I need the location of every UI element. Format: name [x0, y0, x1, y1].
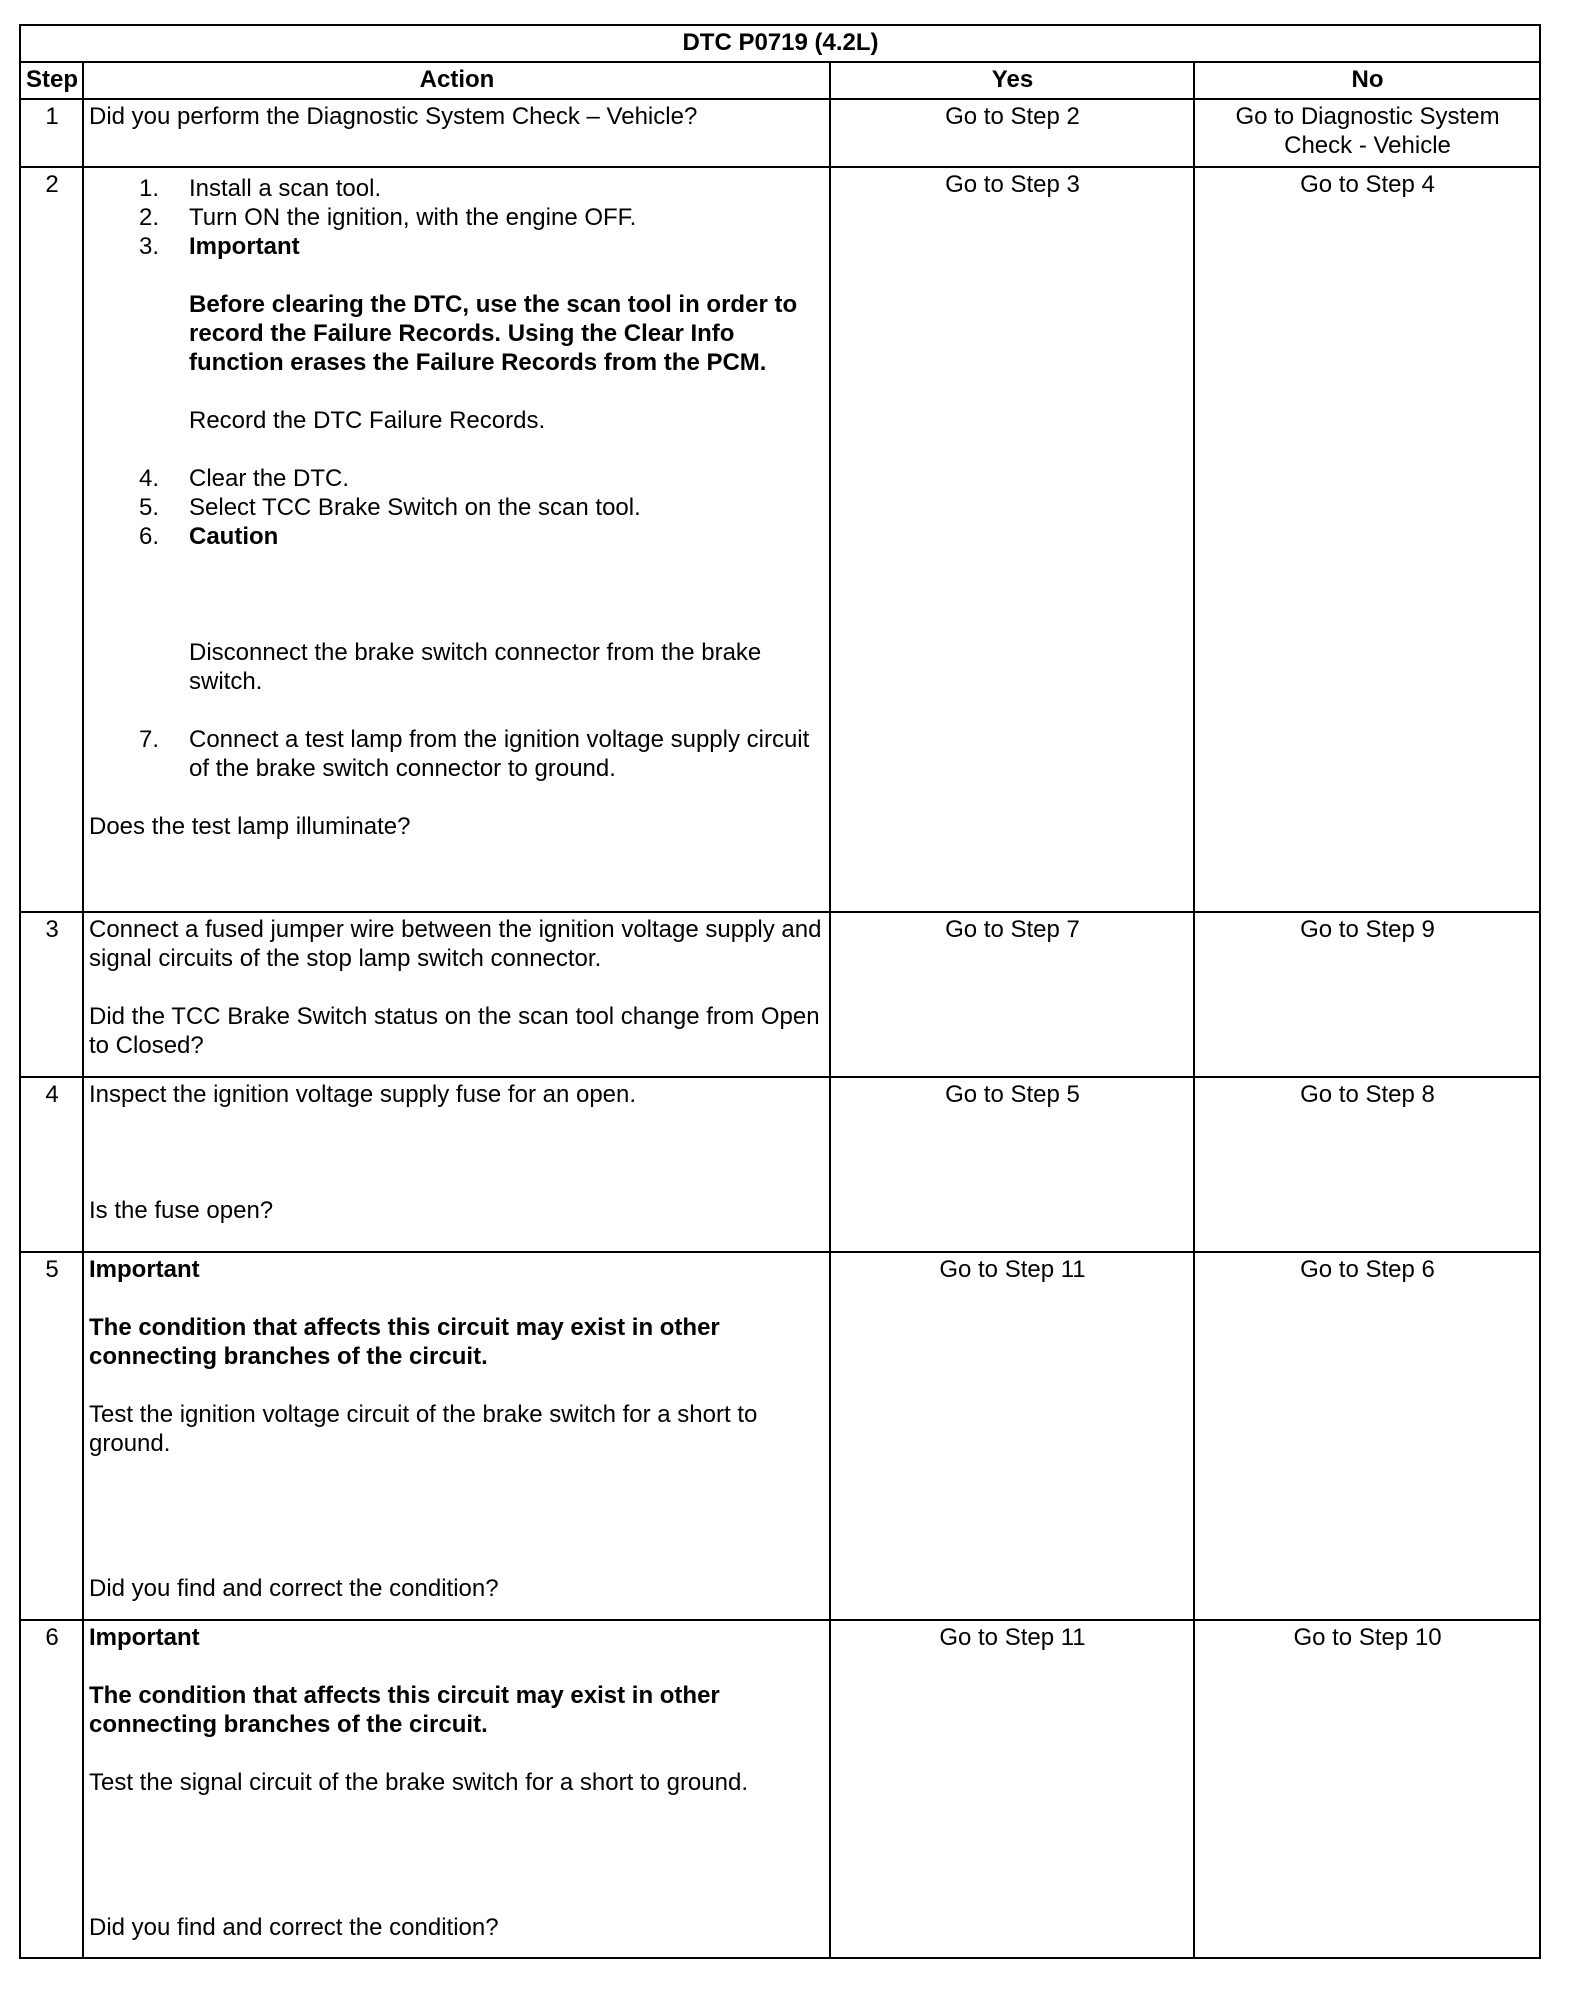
dtc-table-container [19, 24, 1541, 1959]
action-text: Inspect the ignition voltage supply fuse for an open. [89, 1081, 637, 1108]
question-text: Did you find and correct the condition? [89, 1575, 499, 1602]
list-item: 7. Connect a test lamp from the ignition voltage supply circuit of the brake switch connector to ground. [138, 726, 810, 782]
yes-result: Go to Step 3 [830, 167, 1194, 912]
important-note: The condition that affects this circuit may exist in other connecting branches of the circuit. [89, 1314, 720, 1370]
step-number: 5 [20, 1252, 83, 1620]
list-item: 4. Clear the DTC. [138, 465, 350, 492]
yes-result: Go to Step 5 [830, 1077, 1194, 1252]
no-result: Go to Step 9 [1194, 912, 1540, 1077]
procedure-list [89, 174, 825, 261]
yes-result: Go to Step 11 [830, 1252, 1194, 1620]
table-row [20, 167, 1540, 912]
table-row [20, 1252, 1540, 1620]
table-row [20, 1077, 1540, 1252]
action-text: Connect a fused jumper wire between the ignition voltage supply and signal circuits of the stop lamp switch connector. [89, 916, 822, 972]
important-label: Important [89, 1624, 200, 1651]
table-row [20, 99, 1540, 167]
header-action: Action [83, 62, 830, 99]
list-item: 1. Install a scan tool. [138, 175, 382, 202]
list-item: 5. Select TCC Brake Switch on the scan tool. [138, 494, 641, 521]
table-row [20, 912, 1540, 1077]
step-number: 3 [20, 912, 83, 1077]
no-result: Go to Step 4 [1194, 167, 1540, 912]
question-text: Is the fuse open? [89, 1197, 274, 1224]
action-cell [83, 1252, 830, 1620]
dtc-table [19, 24, 1541, 1959]
question-text: Does the test lamp illuminate? [89, 813, 411, 840]
yes-result: Go to Step 7 [830, 912, 1194, 1077]
header-no: No [1194, 62, 1540, 99]
list-item: 2. Turn ON the ignition, with the engine OFF. [138, 204, 637, 231]
action-text: Test the ignition voltage circuit of the brake switch for a short to ground. [89, 1401, 758, 1457]
no-result: Go to Step 6 [1194, 1252, 1540, 1620]
important-note: The condition that affects this circuit may exist in other connecting branches of the circuit. [89, 1682, 720, 1738]
no-result-line: Go to Diagnostic System [1235, 103, 1500, 130]
list-item: 6. Caution [138, 523, 279, 550]
title-row [20, 25, 1540, 62]
header-row [20, 62, 1540, 99]
no-result [1194, 99, 1540, 167]
question-text: Did the TCC Brake Switch status on the scan tool change from Open to Closed? [89, 1003, 820, 1059]
step-number: 2 [20, 167, 83, 912]
action-cell [83, 1620, 830, 1958]
action-cell [83, 912, 830, 1077]
list-item: 3. Important [138, 233, 300, 260]
action-text: Test the signal circuit of the brake switch for a short to ground. [89, 1769, 748, 1796]
action-text: Did you perform the Diagnostic System Check – Vehicle? [83, 99, 830, 167]
no-result: Go to Step 10 [1194, 1620, 1540, 1958]
important-label: Important [89, 1256, 200, 1283]
step-number: 4 [20, 1077, 83, 1252]
table-row [20, 1620, 1540, 1958]
step-number: 1 [20, 99, 83, 167]
important-note: Before clearing the DTC, use the scan tool in order to record the Failure Records. Using the Clear Info function erases the Failure Records from the PCM. [189, 291, 798, 376]
action-cell [83, 167, 830, 912]
disconnect-instruction: Disconnect the brake switch connector from the brake switch. [189, 639, 762, 695]
record-instruction: Record the DTC Failure Records. [189, 407, 546, 434]
no-result: Go to Step 8 [1194, 1077, 1540, 1252]
procedure-list [89, 725, 825, 783]
procedure-list [89, 464, 825, 551]
step-number: 6 [20, 1620, 83, 1958]
yes-result: Go to Step 11 [830, 1620, 1194, 1958]
no-result-line: Check - Vehicle [1284, 132, 1451, 159]
header-step: Step [20, 62, 83, 99]
table-title: DTC P0719 (4.2L) [20, 25, 1540, 62]
header-yes: Yes [830, 62, 1194, 99]
yes-result: Go to Step 2 [830, 99, 1194, 167]
question-text: Did you find and correct the condition? [89, 1914, 499, 1941]
action-cell [83, 1077, 830, 1252]
